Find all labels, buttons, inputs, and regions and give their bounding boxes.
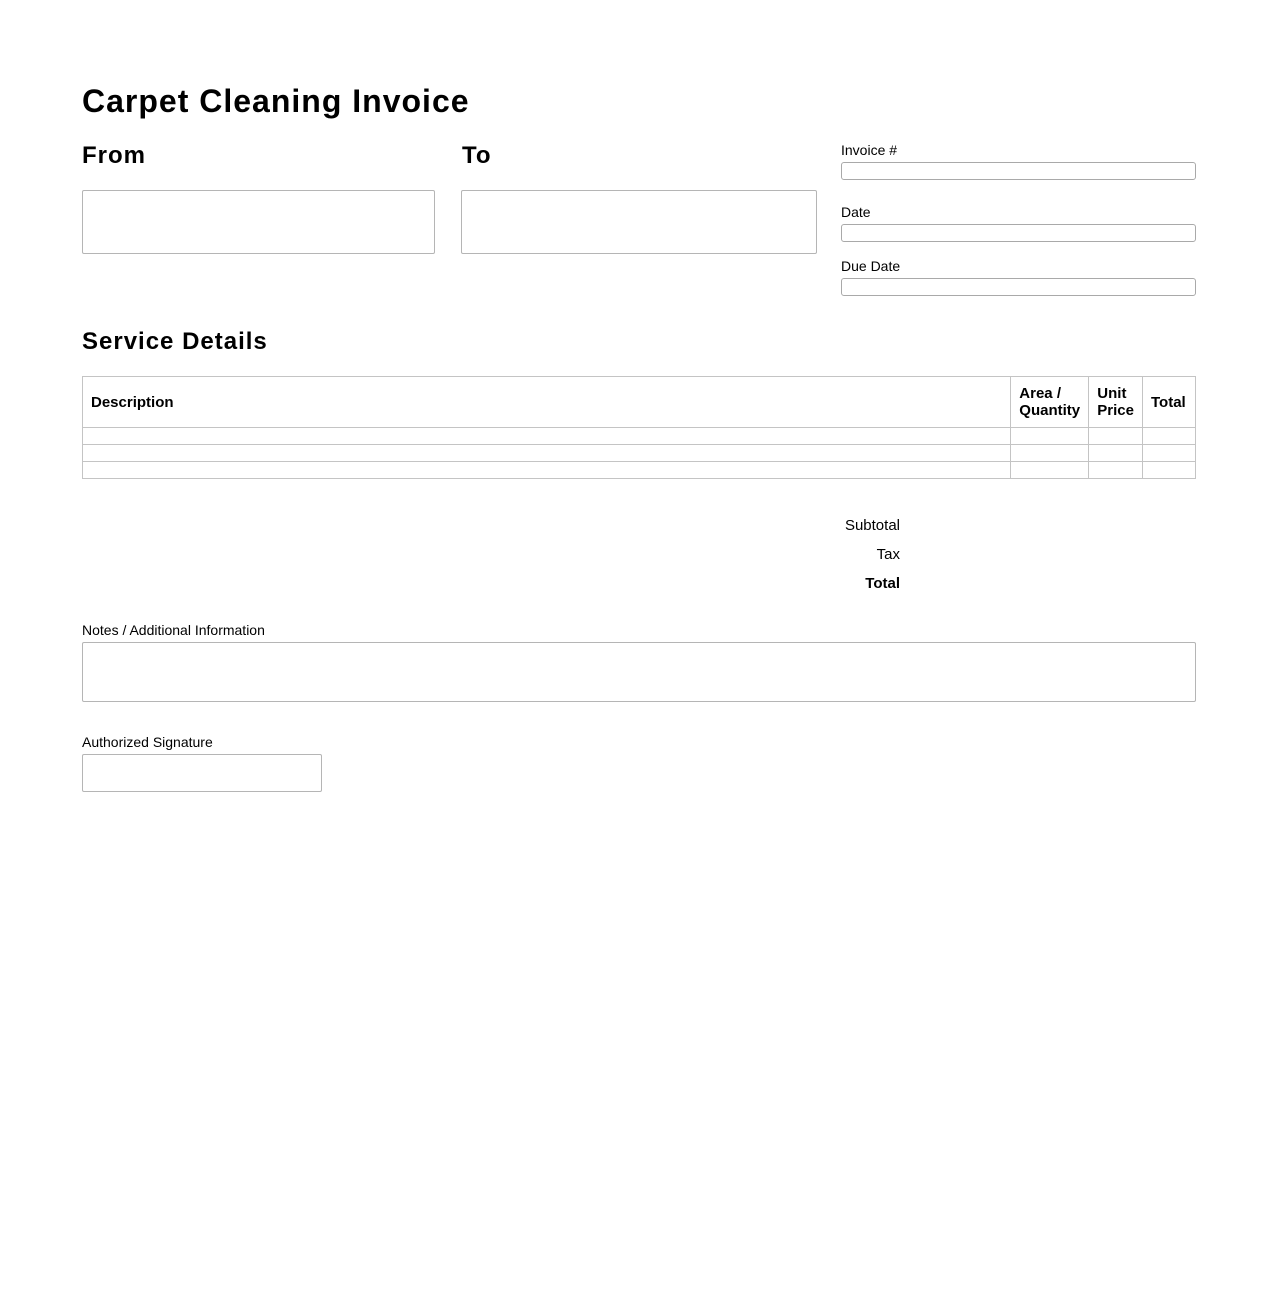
description-cell[interactable]	[83, 445, 1011, 462]
from-address-field[interactable]	[82, 190, 435, 254]
total-cell[interactable]	[1142, 428, 1195, 445]
column-header-description: Description	[83, 377, 1011, 428]
table-row	[83, 462, 1196, 479]
due-date-input[interactable]	[841, 278, 1196, 296]
date-input[interactable]	[841, 224, 1196, 242]
table-row	[83, 428, 1196, 445]
description-cell[interactable]	[83, 462, 1011, 479]
tax-label: Tax	[876, 546, 900, 563]
total-label: Total	[865, 575, 900, 592]
description-cell[interactable]	[83, 428, 1011, 445]
signature-field[interactable]	[82, 754, 322, 792]
to-address-field[interactable]	[461, 190, 817, 254]
quantity-cell[interactable]	[1011, 445, 1089, 462]
total-cell[interactable]	[1142, 445, 1195, 462]
quantity-cell[interactable]	[1011, 428, 1089, 445]
unit-price-cell[interactable]	[1089, 445, 1143, 462]
notes-field[interactable]	[82, 642, 1196, 702]
unit-price-cell[interactable]	[1089, 462, 1143, 479]
table-header-row	[83, 377, 1196, 428]
quantity-cell[interactable]	[1011, 462, 1089, 479]
due-date-label: Due Date	[841, 258, 901, 274]
subtotal-label: Subtotal	[844, 517, 900, 534]
column-header-area-quantity: Area / Quantity	[1011, 377, 1089, 428]
table-row	[83, 445, 1196, 462]
invoice-number-label: Invoice #	[841, 142, 898, 158]
date-label: Date	[841, 204, 871, 220]
notes-label: Notes / Additional Information	[82, 622, 265, 638]
unit-price-cell[interactable]	[1089, 428, 1143, 445]
signature-label: Authorized Signature	[82, 734, 213, 750]
column-header-total: Total	[1142, 377, 1195, 428]
total-cell[interactable]	[1142, 462, 1195, 479]
column-header-unit-price: Unit Price	[1089, 377, 1143, 428]
service-table	[82, 376, 1196, 479]
page-title: Carpet Cleaning Invoice	[82, 83, 470, 119]
to-heading: To	[462, 142, 492, 169]
invoice-number-input[interactable]	[841, 162, 1196, 180]
service-details-heading: Service Details	[82, 328, 268, 355]
from-heading: From	[82, 142, 146, 169]
